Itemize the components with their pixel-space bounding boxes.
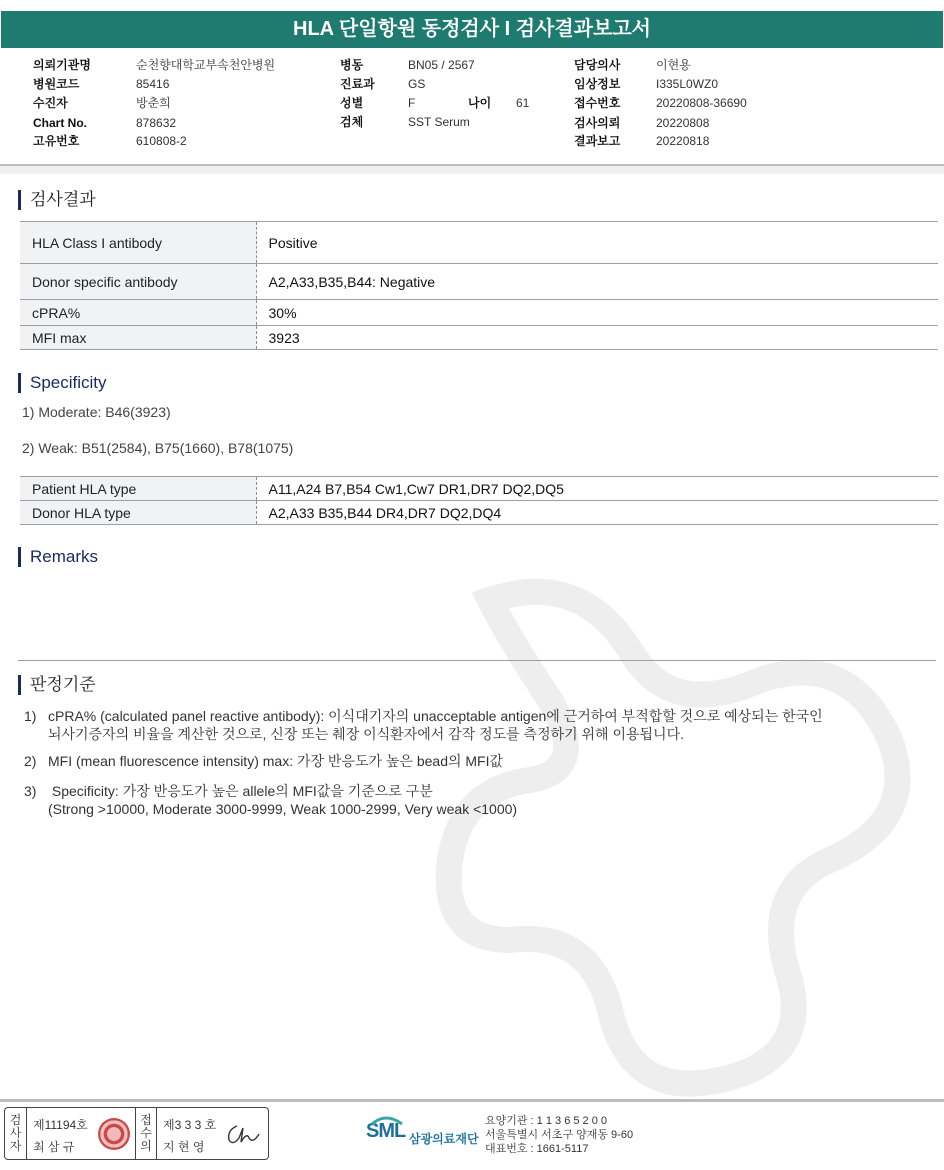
results-table <box>20 221 938 350</box>
criteria-item-1 <box>24 707 823 743</box>
label-ward: 병동 <box>340 58 364 72</box>
label-report-date: 결과보고 <box>574 134 621 148</box>
confirmer-role: 접수의 <box>135 1108 157 1159</box>
examiner-license: 제11194호 <box>33 1118 88 1132</box>
section-title-remarks: Remarks <box>18 547 98 567</box>
label-specimen: 검체 <box>340 115 364 129</box>
value-patient: 방춘희 <box>136 96 171 110</box>
row-value: A2,A33 B35,B44 DR4,DR7 DQ2,DQ4 <box>256 501 938 525</box>
criteria-num: 3) <box>24 783 37 799</box>
criteria-text-cont: (Strong >10000, Moderate 3000-9999, Weak 1000-2999, Very weak <1000) <box>48 801 518 817</box>
row-value: 30% <box>256 300 938 326</box>
row-value: 3923 <box>256 326 938 350</box>
value-age: 61 <box>516 96 530 110</box>
org-info-line: 요양기관 : 1 1 3 6 5 2 0 0 <box>485 1115 608 1127</box>
value-unique-no: 610808-2 <box>136 134 187 148</box>
specificity-line-1: 1) Moderate: B46(3923) <box>22 404 171 420</box>
row-label: MFI max <box>20 326 256 350</box>
label-department: 진료과 <box>340 77 375 91</box>
value-chart-no: 878632 <box>136 116 177 130</box>
label-unique-no: 고유번호 <box>33 134 80 148</box>
label-doctor: 담당의사 <box>574 58 621 72</box>
label-receipt-no: 접수번호 <box>574 96 621 110</box>
criteria-num: 1) <box>24 708 37 724</box>
criteria-text: Specificity: 가장 반응도가 높은 allele의 MFI값을 기준으로 구분 <box>48 783 433 799</box>
table-row <box>20 326 938 350</box>
logo-text: SML <box>366 1120 406 1142</box>
table-row <box>20 222 938 264</box>
criteria-text: MFI (mean fluorescence intensity) max: 가장 반응도가 높은 bead의 MFI값 <box>48 753 504 769</box>
header-band <box>0 166 944 174</box>
examiner-role: 검사자 <box>5 1108 27 1159</box>
section-title-specificity: Specificity <box>18 373 107 393</box>
table-row <box>20 264 938 300</box>
label-age: 나이 <box>468 96 492 110</box>
label-sex: 성별 <box>340 96 364 110</box>
section-title-results: 검사결과 <box>18 190 96 210</box>
row-label: Patient HLA type <box>20 477 256 501</box>
sml-logo-icon <box>366 1114 408 1148</box>
table-row <box>20 300 938 326</box>
label-hospital-code: 병원코드 <box>33 77 80 91</box>
table-row <box>20 477 938 501</box>
report-title: HLA 단일항원 동정검사 I 검사결과보고서 <box>1 11 943 48</box>
signature-icon <box>225 1122 261 1148</box>
footer-divider <box>0 1099 944 1102</box>
criteria-item-2 <box>24 752 503 770</box>
background-watermark <box>430 560 944 1120</box>
signature-box <box>4 1107 269 1160</box>
criteria-text-cont: 뇌사기증자의 비율을 계산한 것으로, 신장 또는 췌장 이식환자에서 감작 정도를 측정하기 위해 이용됩니다. <box>48 726 684 742</box>
label-request-date: 검사의뢰 <box>574 116 621 130</box>
label-chart-no: Chart No. <box>33 116 87 130</box>
criteria-num: 2) <box>24 753 37 769</box>
value-ward: BN05 / 2567 <box>408 58 475 72</box>
value-hospital-code: 85416 <box>136 77 170 91</box>
label-institution: 의뢰기관명 <box>33 58 91 72</box>
row-label: Donor specific antibody <box>20 264 256 300</box>
official-seal-icon <box>98 1118 130 1150</box>
row-value: A11,A24 B7,B54 Cw1,Cw7 DR1,DR7 DQ2,DQ5 <box>256 477 938 501</box>
section-title-criteria: 판정기준 <box>18 675 96 695</box>
criteria-item-3 <box>24 782 517 818</box>
label-clinical-info: 임상정보 <box>574 77 621 91</box>
org-info-line: 서울특별시 서초구 양재동 9-60 <box>485 1129 634 1141</box>
table-row <box>20 501 938 525</box>
confirmer-license: 제3 3 3 호 <box>163 1118 217 1132</box>
row-value: Positive <box>256 222 938 264</box>
org-info-line: 대표번호 : 1661-5117 <box>485 1143 589 1155</box>
confirmer-name: 지 현 영 <box>163 1140 205 1154</box>
value-institution: 순천향대학교부속천안병원 <box>136 58 276 72</box>
value-report-date: 20220818 <box>656 134 710 148</box>
remarks-divider <box>18 660 936 661</box>
value-receipt-no: 20220808-36690 <box>656 96 747 110</box>
value-sex: F <box>408 96 416 110</box>
hla-type-table <box>20 476 938 525</box>
row-label: cPRA% <box>20 300 256 326</box>
criteria-text: cPRA% (calculated panel reactive antibody): 이식대기자의 unacceptable antigen에 근거하여 부적합할 것으로 예상되는 한국인 <box>48 708 823 724</box>
row-label: HLA Class I antibody <box>20 222 256 264</box>
examiner-name: 최 삼 규 <box>33 1140 75 1154</box>
value-clinical-info: I335L0WZ0 <box>656 77 719 91</box>
patient-info-header <box>0 52 944 166</box>
value-specimen: SST Serum <box>408 115 470 129</box>
specificity-line-2: 2) Weak: B51(2584), B75(1660), B78(1075) <box>22 440 294 456</box>
row-label: Donor HLA type <box>20 501 256 525</box>
label-patient: 수진자 <box>33 96 68 110</box>
organization-name: 삼광의료재단 <box>409 1132 479 1146</box>
row-value: A2,A33,B35,B44: Negative <box>256 264 938 300</box>
value-department: GS <box>408 77 426 91</box>
value-request-date: 20220808 <box>656 116 710 130</box>
value-doctor: 이현용 <box>656 58 691 72</box>
organization-info <box>485 1114 633 1156</box>
